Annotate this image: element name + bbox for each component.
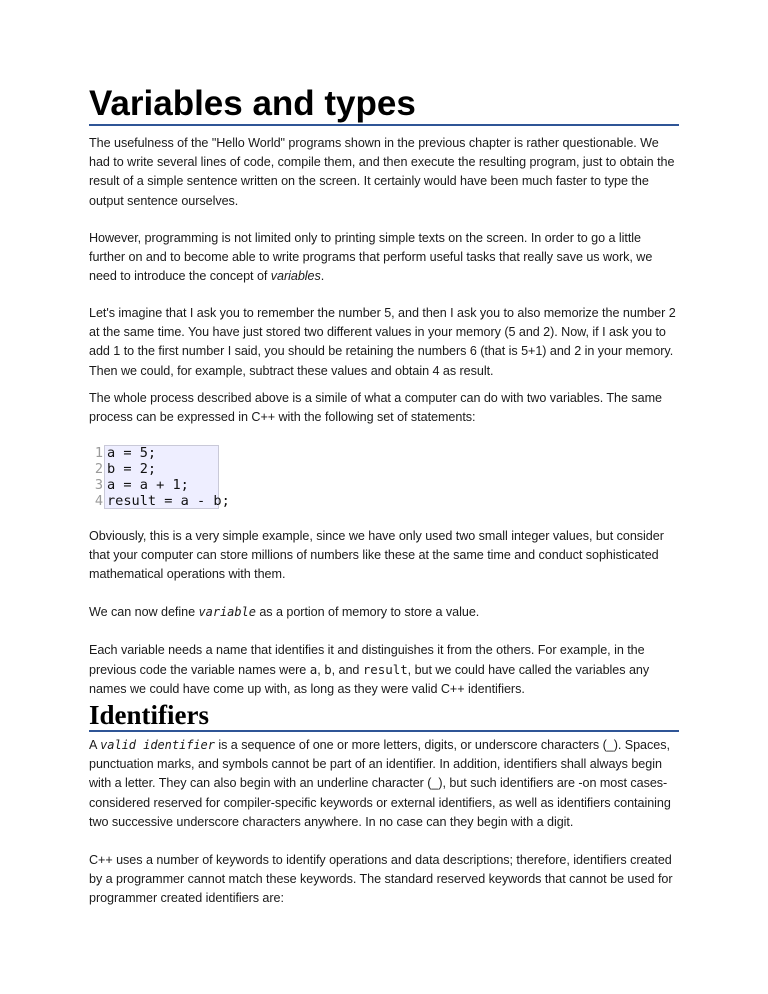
paragraph-obviously: Obviously, this is a very simple example, since we have only used two small integer values, but consider that your computer can store millions of numbers like these at the same time and conduct sophisticated mathematical operations with them.: [89, 529, 664, 582]
code-text: a = a + 1;: [107, 477, 189, 493]
term-variable: variable: [198, 605, 256, 619]
code-line: [89, 477, 230, 493]
term-valid-identifier: valid identifier: [100, 738, 215, 752]
line-number: 1: [94, 445, 103, 461]
line-number: 4: [94, 493, 103, 509]
code-text: a = 5;: [107, 445, 157, 461]
code-var-a: a: [309, 662, 318, 678]
paragraph-keywords: C++ uses a number of keywords to identify operations and data descriptions; therefore, identifiers created by a programmer cannot match these keywords. The standard reserved keywords that cannot be used for programmer created identifiers are:: [89, 853, 673, 906]
paragraph-variable-names: [89, 641, 679, 700]
text: However, programming is not limited only to printing simple texts on the screen. In order to go a little further on and to become able to write programs that perform useful tasks that really save us work, we need to introduce the concept of: [89, 231, 653, 284]
paragraph-definition: [89, 603, 679, 622]
paragraph-memory-example: Let's imagine that I ask you to remember the number 5, and then I ask you to also memorize the number 2 at the same time. You have just stored two different values in your memory (5 and 2). Now, if I ask you to add 1 to the first number I said, you should be retaining the numbers 6 (that is 5+1) and 2 in your memory. Then we could, for example, subtract these values and obtain 4 as result.: [89, 306, 676, 378]
line-number: 3: [94, 477, 103, 493]
code-var-b: b: [324, 662, 332, 678]
text: ,: [317, 663, 325, 678]
text: , but we could have called the variables any names we could have come up with, as long as they were valid C++ identifiers.: [89, 663, 650, 697]
text: We can now define: [89, 605, 199, 619]
code-text: b = 2;: [107, 461, 157, 477]
page-title: Variables and types: [89, 84, 679, 126]
text: .: [320, 269, 325, 284]
emphasis-variables: variables: [270, 269, 321, 284]
paragraph-programming: [89, 229, 679, 287]
text: Each variable needs a name that identifies it and distinguishes it from the others. For example, in the previous code the variable names were: [89, 643, 645, 678]
paragraph-valid-identifier: [89, 736, 679, 832]
line-number: 2: [94, 461, 103, 477]
paragraph-simile: The whole process described above is a simile of what a computer can do with two variables. The same process can be expressed in C++ with the following set of statements:: [89, 391, 662, 425]
code-line: [89, 493, 230, 509]
text: A: [89, 738, 101, 752]
section-heading-identifiers: Identifiers: [89, 700, 679, 732]
code-line: [89, 445, 230, 461]
code-text: result = a - b;: [107, 493, 230, 509]
text: as a portion of memory to store a value.: [255, 605, 480, 619]
text: , and: [331, 663, 363, 678]
text: is a sequence of one or more letters, digits, or underscore characters (_). Spaces, punctuation marks, and symbols cannot be part of an identifier. In addition, identifiers shall always begin with a letter. They can also begin with an underline character (_), but such identifiers are -on most cases- considered reserved for compiler-specific keywords or external identifiers, as well as identifiers containing two successive underscore characters anywhere. In no case can they begin with a digit.: [89, 738, 671, 829]
paragraph-intro: The usefulness of the "Hello World" programs shown in the previous chapter is rather questionable. We had to write several lines of code, compile them, and then execute the resulting program, just to obtain the result of a simple sentence written on the screen. It certainly would have been much faster to type the output sentence ourselves.: [89, 136, 675, 208]
code-line: [89, 461, 230, 477]
code-var-result: result: [362, 662, 408, 678]
